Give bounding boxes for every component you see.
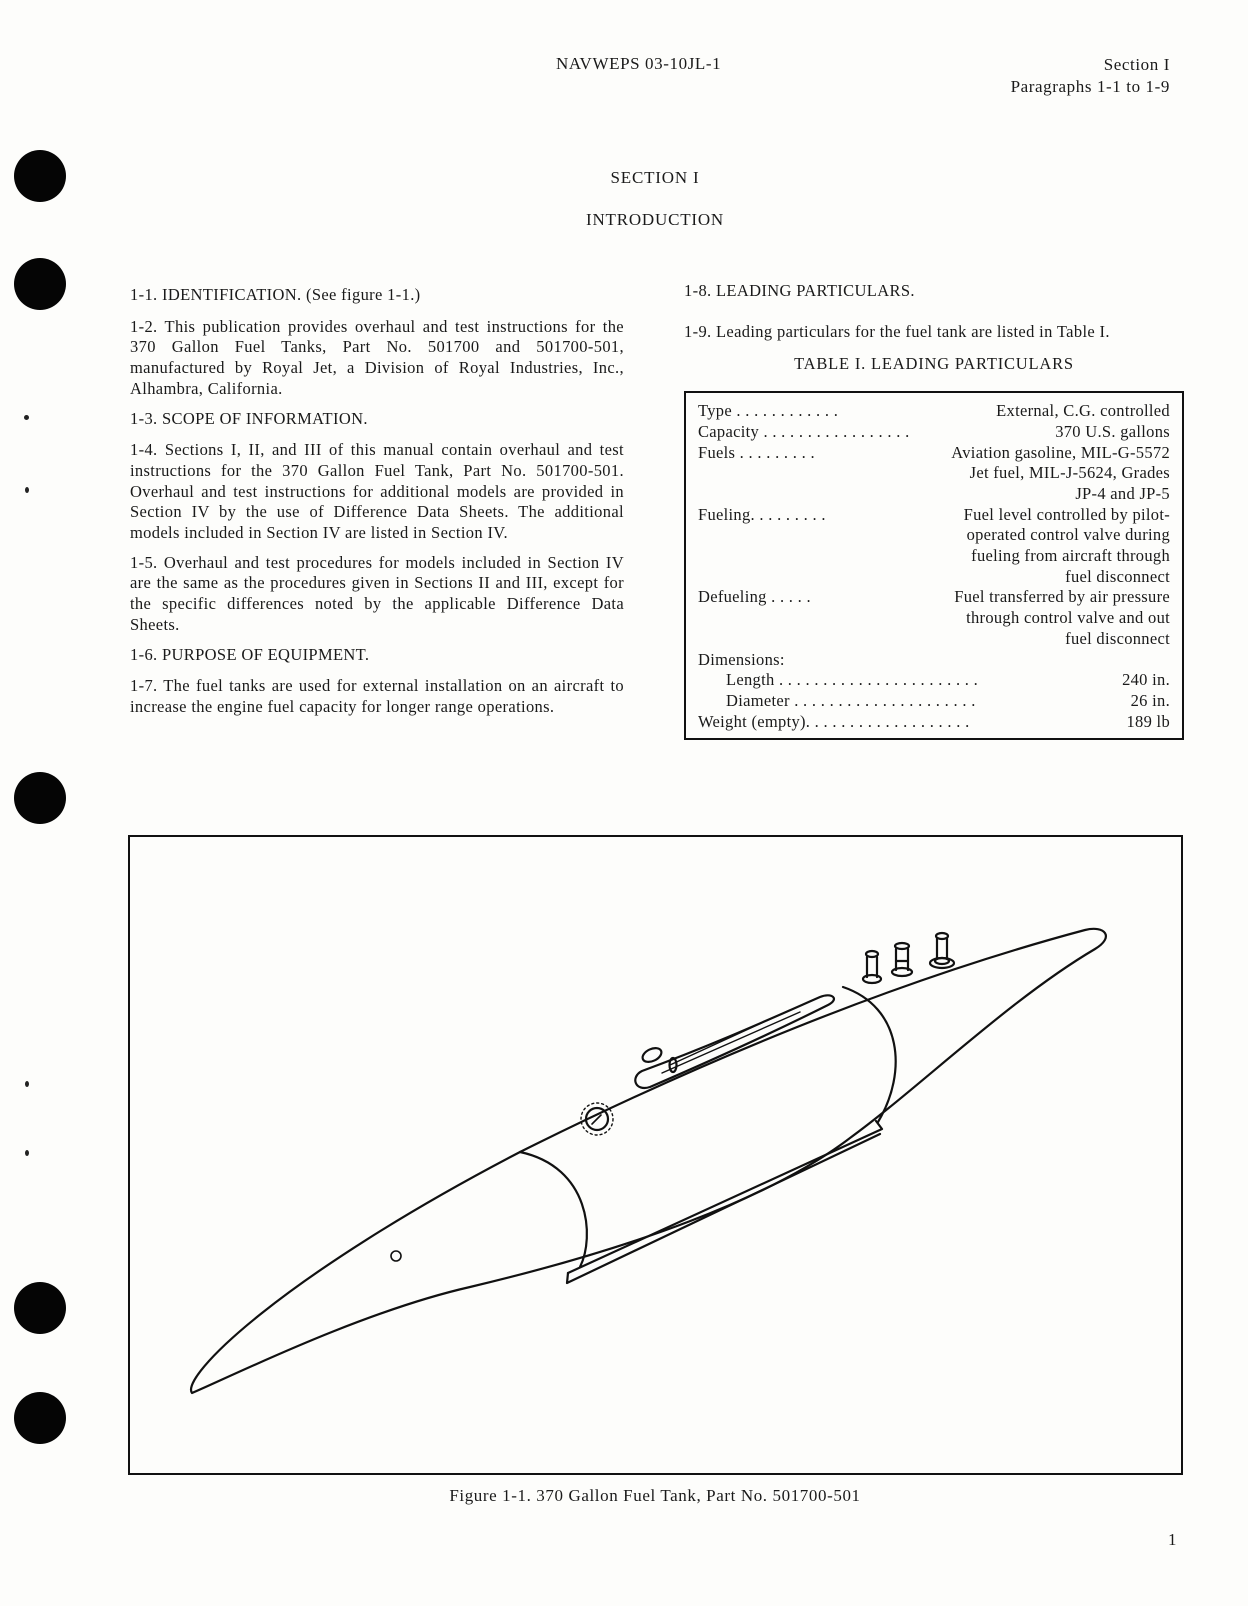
table-label: Diameter . . . . . . . . . . . . . . . . . . . . . — [726, 690, 976, 710]
paragraph-1-8: 1-8. LEADING PARTICULARS. — [684, 281, 915, 300]
figure-frame — [128, 835, 1183, 1475]
table-row-type — [698, 401, 1170, 422]
table-value-continued: fueling from aircraft through — [971, 546, 1170, 566]
table-row-length — [698, 670, 1170, 691]
section-title: SECTION I — [610, 168, 700, 187]
fuel-tank-illustration — [130, 837, 1181, 1473]
table-row-weight — [698, 712, 1170, 733]
paragraph-1-1: 1-1. IDENTIFICATION. (See figure 1-1.) — [130, 285, 421, 304]
table-value: Aviation gasoline, MIL-G-5572 — [951, 442, 1170, 462]
section-label: Section I — [1103, 55, 1170, 74]
scan-speck — [25, 1081, 29, 1087]
rear-seam — [843, 987, 896, 1122]
paragraph-1-9: 1-9. Leading particulars for the fuel tank are listed in Table I. — [684, 321, 1110, 341]
table-label: Fuels . . . . . . . . . — [698, 442, 815, 462]
lower-strake — [568, 1121, 882, 1273]
vent-icon — [391, 1251, 401, 1261]
table-label: Length . . . . . . . . . . . . . . . . . . . . . . . — [726, 670, 979, 690]
scan-speck — [24, 415, 29, 420]
table-row-fueling — [698, 505, 1170, 526]
table-value: Fuel level controlled by pilot- — [963, 504, 1170, 524]
table-label: Fueling. . . . . . . . . — [698, 504, 826, 524]
table-title: TABLE I. LEADING PARTICULARS — [794, 354, 1074, 374]
fitting-3 — [930, 933, 954, 968]
binder-hole — [14, 772, 66, 824]
table-label: Capacity . . . . . . . . . . . . . . . . . — [698, 421, 910, 441]
table-row-capacity — [698, 422, 1170, 443]
table-value-continued: JP-4 and JP-5 — [1075, 483, 1170, 503]
right-column — [684, 281, 1184, 740]
table-row-fuels — [698, 443, 1170, 464]
table-value: 240 in. — [1122, 670, 1170, 690]
tank-outline — [191, 929, 1106, 1393]
table-value-continued: through control valve and out — [966, 608, 1170, 628]
table-value-continued: Jet fuel, MIL-J-5624, Grades — [969, 463, 1170, 483]
binder-hole — [14, 1282, 66, 1334]
paragraph-range: Paragraphs 1-1 to 1-9 — [1010, 77, 1170, 96]
table-value: 370 U.S. gallons — [1055, 421, 1170, 441]
front-seam — [520, 1152, 587, 1267]
table-value: External, C.G. controlled — [996, 401, 1170, 421]
table-row-dimensions — [698, 650, 1170, 671]
paragraph-1-4: 1-4. Sections I, II, and III of this manual contain overhaul and test instructions for the 370 Gallon Fuel Tank, Part No. 501700-501. Overhaul and test instructions for additional models are provided in Section IV by the use of Difference Data Sheets. The additional models included in Section IV are listed in Section IV. — [130, 440, 624, 543]
paragraph-1-5: 1-5. Overhaul and test procedures for models included in Section IV are the same as the procedures given in Sections II and III, except for the specific differences noted by the applicable Difference Data Sheets. — [130, 552, 624, 634]
table-value: 26 in. — [1130, 690, 1170, 710]
table-value-continued: fuel disconnect — [1065, 566, 1170, 586]
paragraph-1-2: 1-2. This publication provides overhaul and test instructions for the 370 Gallon Fuel Tanks, Part No. 501700 and 501700-501, manufactured by Royal Jet, a Division of Royal Industries, Inc., Alhambra, California. — [130, 316, 624, 398]
table-label: Defueling . . . . . — [698, 587, 811, 607]
fitting-2 — [892, 943, 912, 976]
left-column — [130, 285, 624, 727]
scan-speck — [25, 487, 29, 493]
table-value-continued: operated control valve during — [966, 525, 1170, 545]
scan-speck — [25, 1150, 29, 1156]
hatch-fastener — [640, 1045, 663, 1064]
paragraph-1-6: 1-6. PURPOSE OF EQUIPMENT. — [130, 644, 370, 664]
leading-particulars-table — [684, 391, 1184, 740]
document-id: NAVWEPS 03-10JL-1 — [556, 54, 722, 73]
table-value: Fuel transferred by air pressure — [954, 587, 1170, 607]
table-label: Weight (empty). . . . . . . . . . . . . . . . . . . — [698, 711, 970, 731]
lower-strake-edge — [567, 1134, 880, 1283]
paragraph-1-3: 1-3. SCOPE OF INFORMATION. — [130, 408, 368, 428]
binder-hole — [14, 258, 66, 310]
figure-caption: Figure 1-1. 370 Gallon Fuel Tank, Part No. 501700-501 — [449, 1486, 861, 1505]
page-number: 1 — [1168, 1530, 1177, 1549]
table-label: Dimensions: — [698, 649, 785, 669]
section-subtitle: INTRODUCTION — [585, 210, 725, 229]
section-reference — [1011, 54, 1170, 98]
table-row-defueling — [698, 587, 1170, 608]
binder-hole — [14, 1392, 66, 1444]
hatch-line — [662, 1012, 800, 1073]
table-value-continued: fuel disconnect — [1065, 628, 1170, 648]
table-label: Type . . . . . . . . . . . . — [698, 401, 839, 421]
table-row-diameter — [698, 691, 1170, 712]
table-value: 189 lb — [1126, 711, 1170, 731]
paragraph-1-7: 1-7. The fuel tanks are used for external installation on an aircraft to increase the engine fuel capacity for longer range operations. — [130, 676, 624, 716]
fitting-1 — [863, 951, 881, 983]
